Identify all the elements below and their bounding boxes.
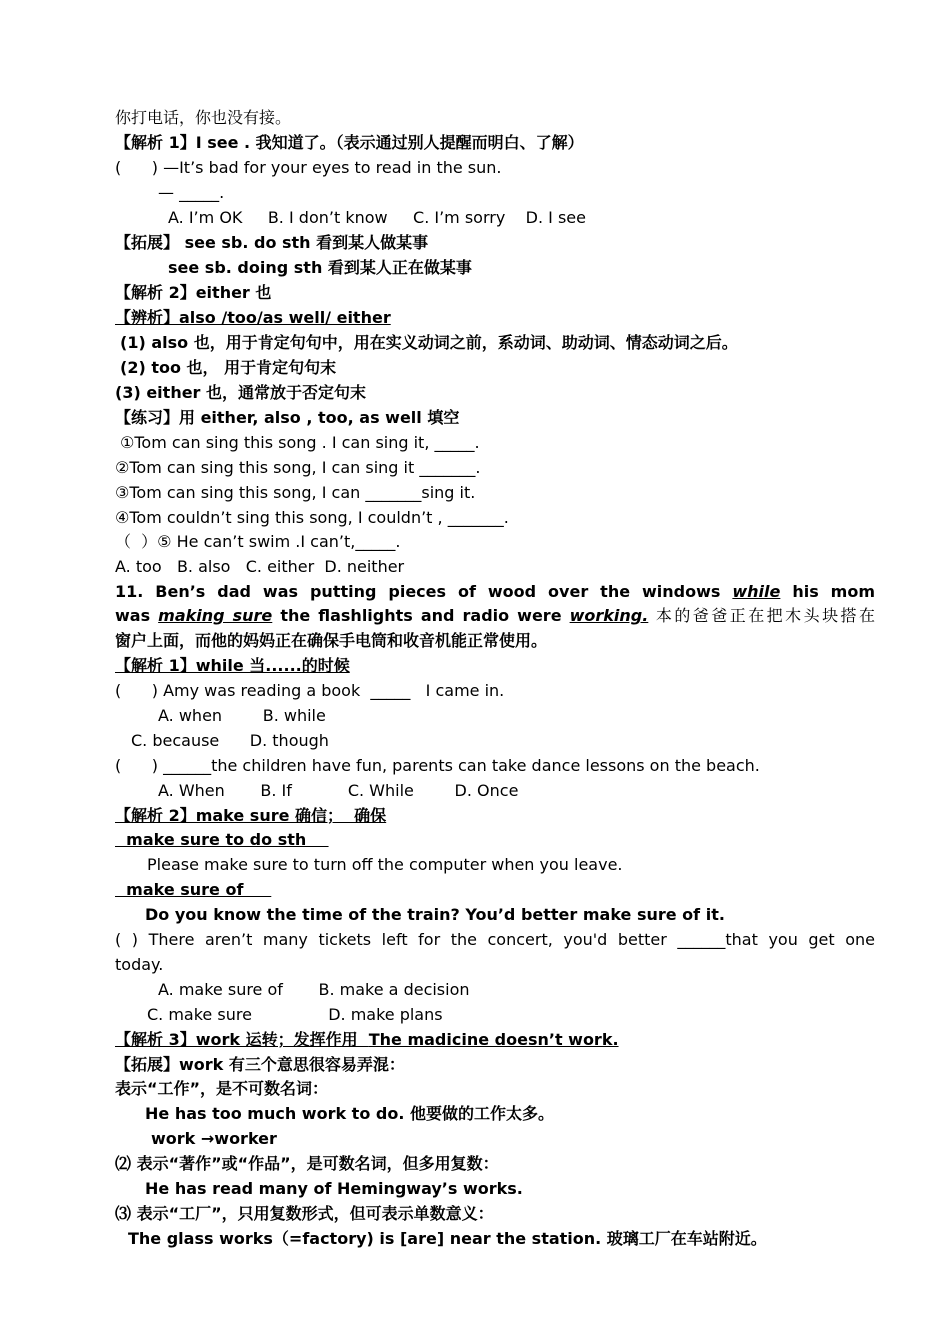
example-line: He has read many of Hemingway’s works. — [145, 1179, 523, 1198]
analysis-heading: 【解析 2】either 也 — [115, 283, 272, 302]
meaning-line: ⑶ 表示“工厂”，只用复数形式，但可表示单数意义： — [115, 1204, 494, 1223]
answer-blank-line: — _____. — [158, 183, 225, 202]
analysis-heading: 【解析 3】work 运转；发挥作用 The madicine doesn’t work. — [115, 1030, 619, 1049]
extension-heading: 【拓展】 see sb. do sth 看到某人做某事 — [115, 233, 429, 252]
question-line: ( ) Amy was reading a book _____ I came in. — [115, 681, 505, 700]
exercise-line: ④Tom couldn’t sing this song, I couldn’t , _______. — [115, 508, 509, 527]
exercise-line: （ ）⑤ He can’t swim .I can’t,_____. — [115, 532, 401, 551]
example-line: Do you know the time of the train? You’d better make sure of it. — [145, 905, 725, 924]
extension-line: see sb. doing sth 看到某人正在做某事 — [168, 258, 472, 277]
analysis-heading: 【解析 1】while 当......的时候 — [115, 656, 350, 675]
options-line: A. too B. also C. either D. neither — [115, 557, 405, 576]
example-line: The glass works（=factory) is [are] near the station. 玻璃工厂在车站附近。 — [128, 1229, 767, 1248]
translation-line: 窗户上面，而他的妈妈正在确保手电筒和收音机能正常使用。 — [115, 631, 548, 650]
question-line: ( ) —It’s bad for your eyes to read in the sun. — [115, 158, 502, 177]
options-line: A. When B. If C. While D. Once — [158, 781, 519, 800]
comparison-heading: 【辨析】also /too/as well/ either — [115, 308, 391, 327]
example-line: work →worker — [151, 1129, 277, 1148]
options-line: C. make sure D. make plans — [147, 1005, 443, 1024]
meaning-line: ⑵ 表示“著作”或“作品”，是可数名词，但多用复数： — [115, 1154, 499, 1173]
analysis-heading: 【解析 2】make sure 确信； 确保 — [115, 806, 387, 825]
rule-line: (1) also 也，用于肯定句句中，用在实义动词之前，系动词、助动词、情态动词之后。 — [120, 333, 738, 352]
extension-heading: 【拓展】work 有三个意思很容易弄混： — [115, 1055, 405, 1074]
text-line: 你打电话，你也没有接。 — [115, 108, 292, 127]
sentence-11-line-2: was making sure the flashlights and radio were working. 本的爸爸正在把木头块搭在 — [115, 606, 876, 625]
question-line: today. — [115, 955, 164, 974]
exercise-heading: 【练习】用 either, also , too, as well 填空 — [115, 408, 460, 427]
phrase-heading: make sure of — [115, 880, 272, 899]
example-line: Please make sure to turn off the computer when you leave. — [147, 855, 623, 874]
options-line: A. I’m OK B. I don’t know C. I’m sorry D. I see — [168, 208, 586, 227]
exercise-line: ①Tom can sing this song . I can sing it, _____. — [120, 433, 480, 452]
sentence-11-line-1: 11. Ben’s dad was putting pieces of wood over the windows while his mom — [115, 582, 876, 601]
options-line: A. when B. while — [158, 706, 326, 725]
example-line: He has too much work to do. 他要做的工作太多。 — [145, 1104, 554, 1123]
options-line: C. because D. though — [131, 731, 329, 750]
rule-line: (3) either 也，通常放于否定句末 — [115, 383, 367, 402]
question-line: ( ) There aren’t many tickets left for the concert, you'd better ______that you get one — [115, 930, 875, 949]
meaning-line: 表示“工作”，是不可数名词： — [115, 1079, 329, 1098]
exercise-line: ③Tom can sing this song, I can _______sing it. — [115, 483, 476, 502]
rule-line: (2) too 也， 用于肯定句句末 — [120, 358, 337, 377]
options-line: A. make sure of B. make a decision — [158, 980, 470, 999]
phrase-heading: make sure to do sth — [115, 830, 329, 849]
question-line: ( ) ______the children have fun, parents can take dance lessons on the beach. — [115, 756, 760, 775]
exercise-line: ②Tom can sing this song, I can sing it _______. — [115, 458, 481, 477]
analysis-heading: 【解析 1】I see . 我知道了。（表示通过别人提醒而明白、了解） — [115, 133, 584, 152]
